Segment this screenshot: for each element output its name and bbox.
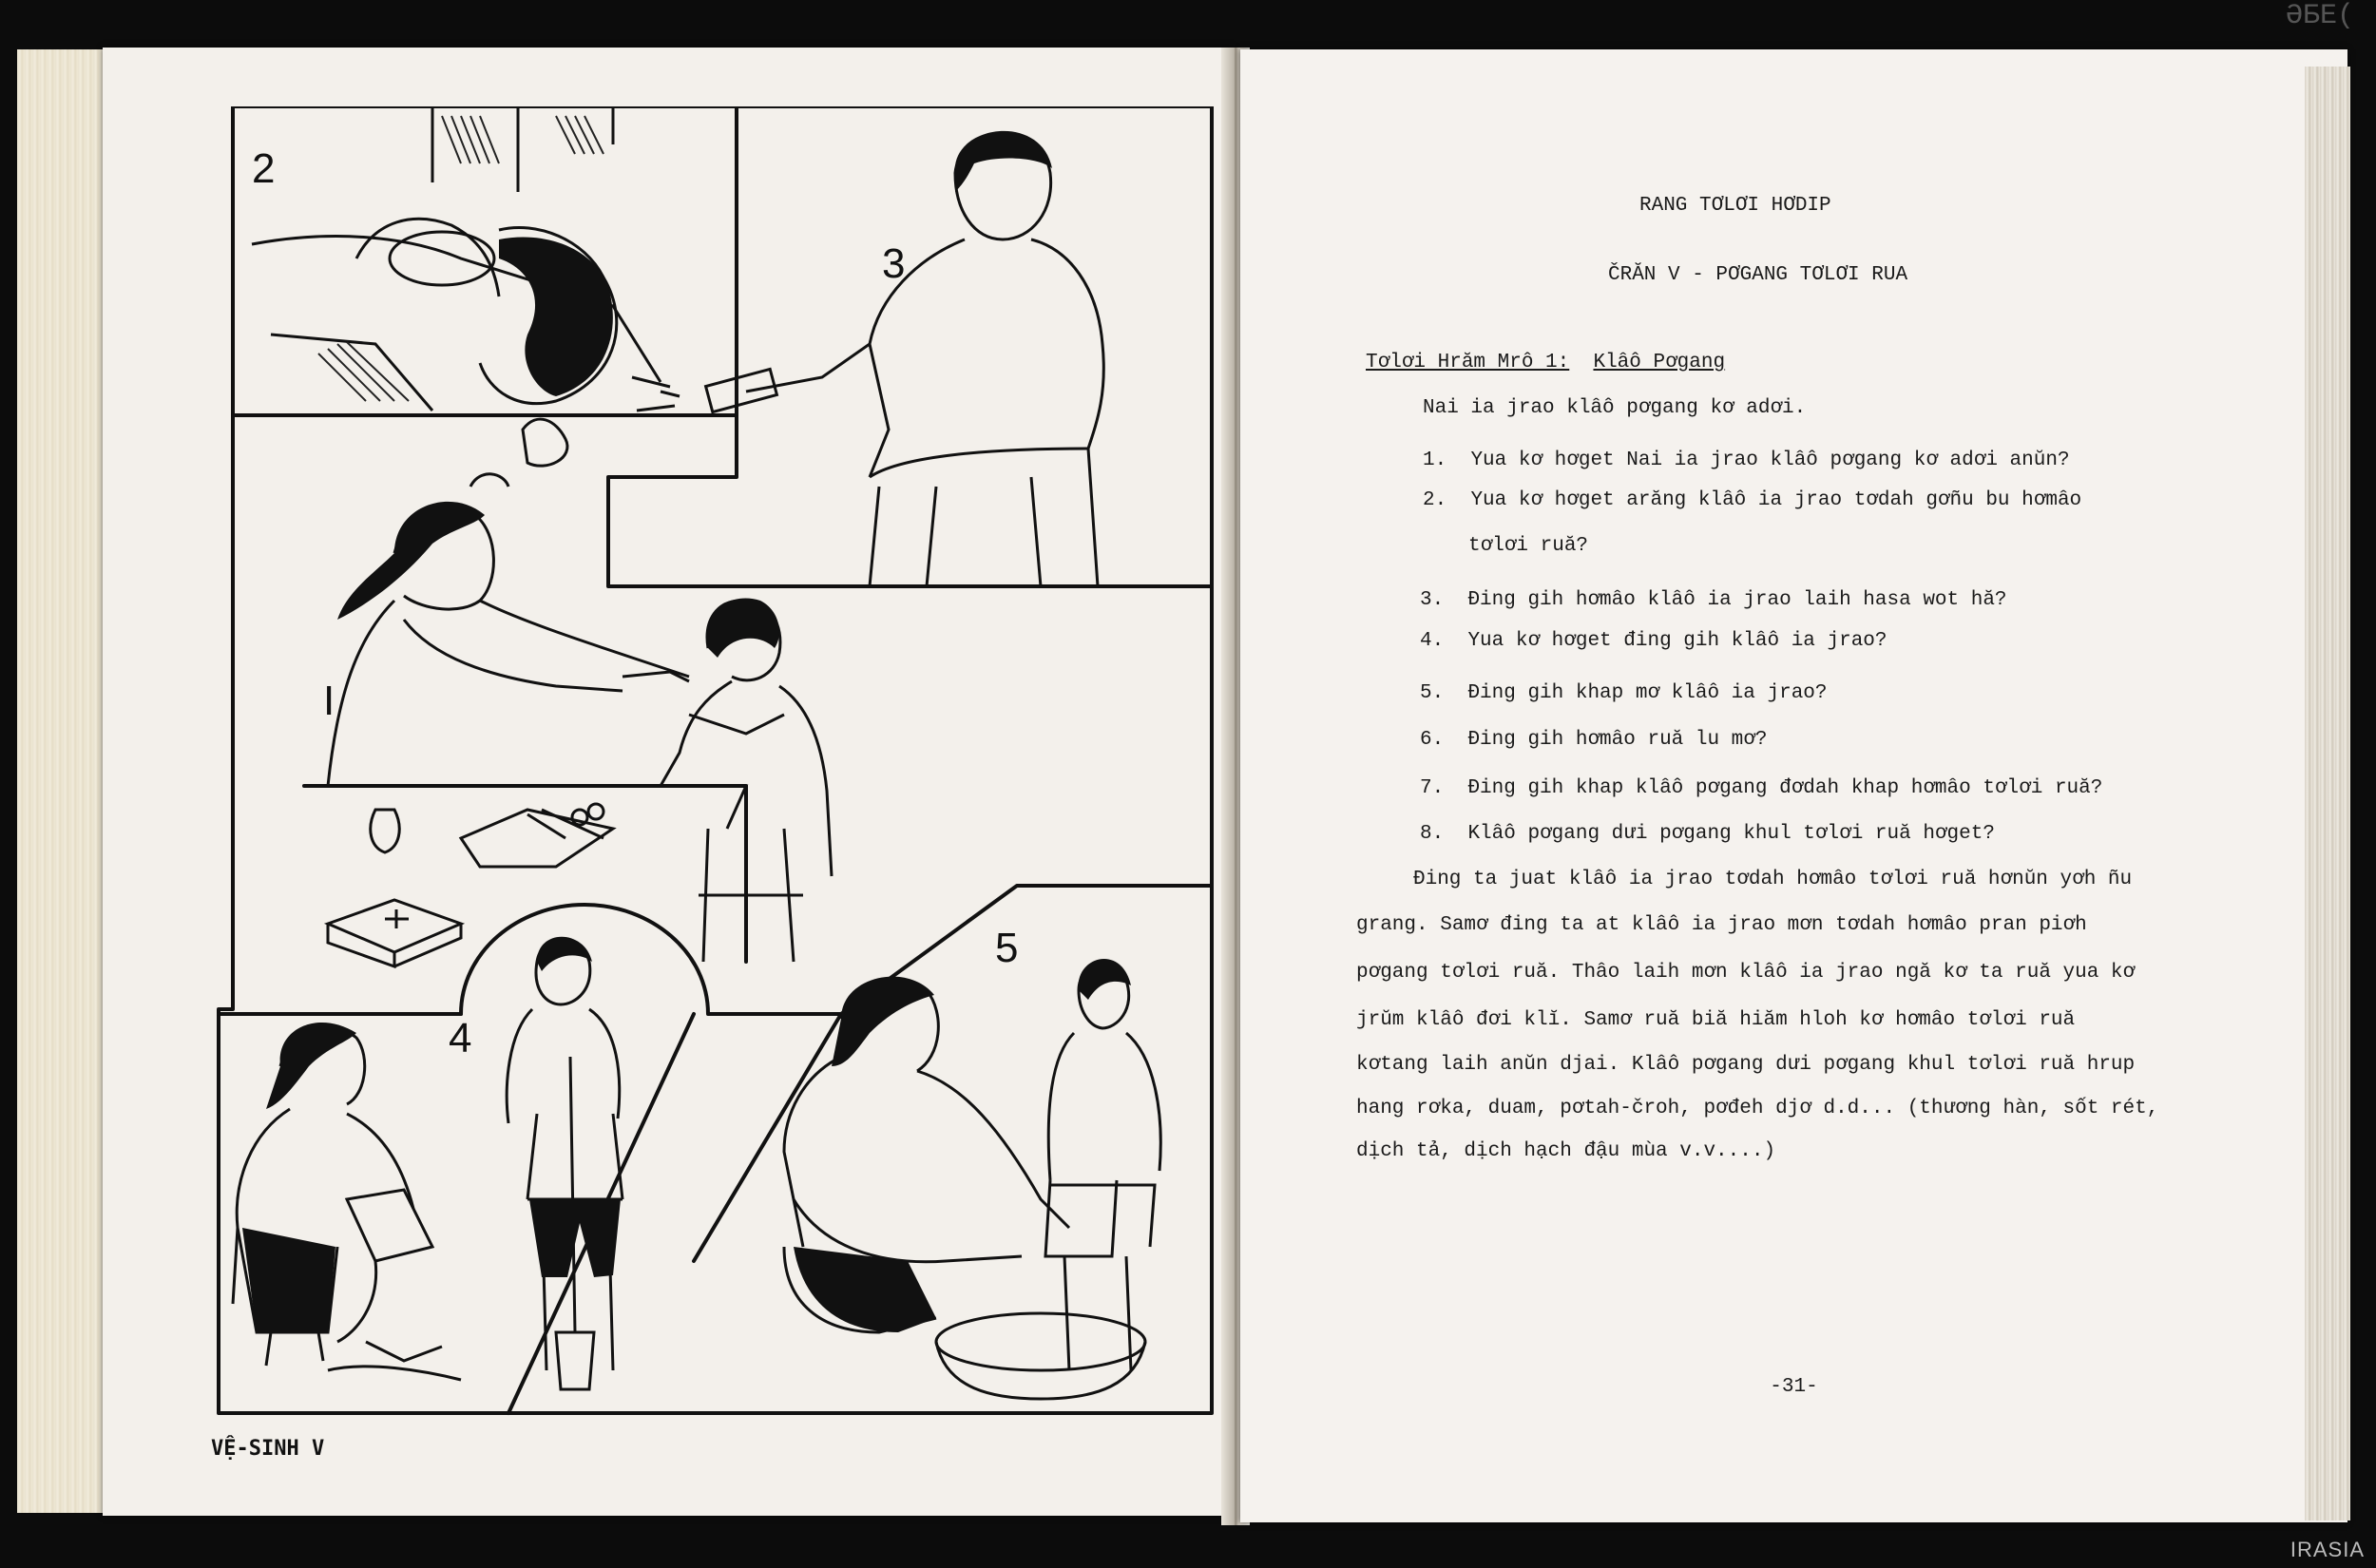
paragraph-line: Đing ta juat klâô ia jrao tơdah hơmâo tơlơi ruă hơnŭn yơh ñu	[1413, 869, 2133, 890]
corner-mark: ƏБЕ(	[2286, 0, 2355, 32]
panel-4-fill	[242, 1199, 621, 1332]
question-text: Yua kơ hơget đing gih klâô ia jrao?	[1467, 630, 1887, 652]
paragraph-line: kơtang laih anŭn djai. Klâô pơgang dưi pơgang khul tơlơi ruă hrup	[1356, 1054, 2136, 1076]
question-text: Yua kơ hơget Nai ia jrao klâô pơgang kơ adơi anŭn?	[1470, 449, 2070, 471]
lesson-label: Tơlơi Hrăm Mrô 1:	[1366, 352, 1570, 373]
question-item	[1420, 777, 2102, 799]
paragraph-line: pơgang tơlơi ruă. Thâo laih mơn klâô ia jrao ngă kơ ta ruă yua kơ	[1356, 962, 2136, 984]
paragraph-line: grang. Samơ đing ta at klâô ia jrao mơn tơdah hơmâo pran piơh	[1356, 914, 2087, 936]
panel-borders	[219, 106, 1212, 1413]
paragraph-line: jrŭm klâô đơi klĭ. Samơ ruă biă hiăm hloh kơ hơmâo tơlơi ruă	[1356, 1009, 2076, 1031]
question-number: 1.	[1423, 449, 1447, 471]
question-item	[1420, 589, 2007, 611]
question-number: 2.	[1423, 489, 1447, 511]
question-text: Đing gih khap klâô pơgang đơdah khap hơmâo tơlơi ruă?	[1467, 777, 2103, 799]
panel-number-3: 3	[882, 240, 906, 287]
lesson-title: Klâô Pơgang	[1593, 352, 1726, 373]
medical-supplies	[304, 786, 746, 966]
lesson-heading	[1366, 352, 1725, 373]
question-item	[1420, 823, 1995, 845]
question-item	[1420, 630, 1887, 652]
panel-5-fill	[794, 1247, 936, 1332]
question-item	[1423, 489, 2081, 511]
panel-number-1: I	[323, 678, 335, 724]
question-number: 6.	[1420, 729, 1445, 751]
question-item	[1420, 729, 1768, 751]
panel-3-man-with-bottle	[632, 134, 1103, 586]
panel-1-nurse-injection	[328, 507, 832, 962]
question-continuation: tơlơi ruă?	[1468, 535, 1589, 557]
page-number: -31-	[1770, 1376, 1818, 1398]
panel-1-boy-hair	[706, 598, 779, 658]
page-title: RANG TƠLƠI HƠDIP	[1639, 195, 1831, 217]
panel-3-glass	[470, 419, 567, 487]
panel-3-hair	[955, 131, 1052, 192]
panel-number-5: 5	[995, 925, 1019, 971]
question-text: Đing gih khap mơ klâô ia jrao?	[1467, 682, 1828, 704]
question-number: 4.	[1420, 630, 1445, 652]
question-number: 7.	[1420, 777, 1445, 799]
question-number: 8.	[1420, 823, 1445, 845]
panel-5-hair	[832, 959, 1131, 1066]
paragraph-line: hang rơka, duam, pơtah-čroh, pơđeh djơ d.d... (thương hàn, sốt rét,	[1356, 1098, 2159, 1119]
panel-2-hair	[499, 237, 613, 396]
paragraph-line: dịch tả, dịch hạch đậu mùa v.v....)	[1356, 1140, 1776, 1162]
question-item	[1423, 449, 2070, 471]
question-text: Yua kơ hơget arăng klâô ia jrao tơdah gơñu bu hơmâo	[1470, 489, 2082, 511]
illustration-caption: VỆ-SINH V	[211, 1437, 325, 1461]
question-number: 5.	[1420, 682, 1445, 704]
question-text: Đing gih hơmâo ruă lu mơ?	[1467, 729, 1768, 751]
hygiene-illustration	[214, 106, 1217, 1456]
left-page-edges	[17, 49, 112, 1513]
panel-number-4: 4	[449, 1015, 472, 1061]
panel-number-2: 2	[252, 145, 276, 192]
right-page-edges	[2305, 67, 2350, 1520]
question-text: Đing gih hơmâo klâô ia jrao laih hasa wot hă?	[1467, 589, 2007, 611]
watermark: IRASIA	[2290, 1538, 2365, 1561]
panel-4-hair	[266, 937, 592, 1109]
question-number: 3.	[1420, 589, 1445, 611]
lesson-intro: Nai ia jrao klâô pơgang kơ adơi.	[1423, 397, 1807, 419]
chapter-subtitle: ČRĂN V - PƠGANG TƠLƠI RUA	[1608, 264, 1908, 286]
question-item	[1420, 682, 1828, 704]
question-text: Klâô pơgang dưi pơgang khul tơlơi ruă hơget?	[1467, 823, 1995, 845]
